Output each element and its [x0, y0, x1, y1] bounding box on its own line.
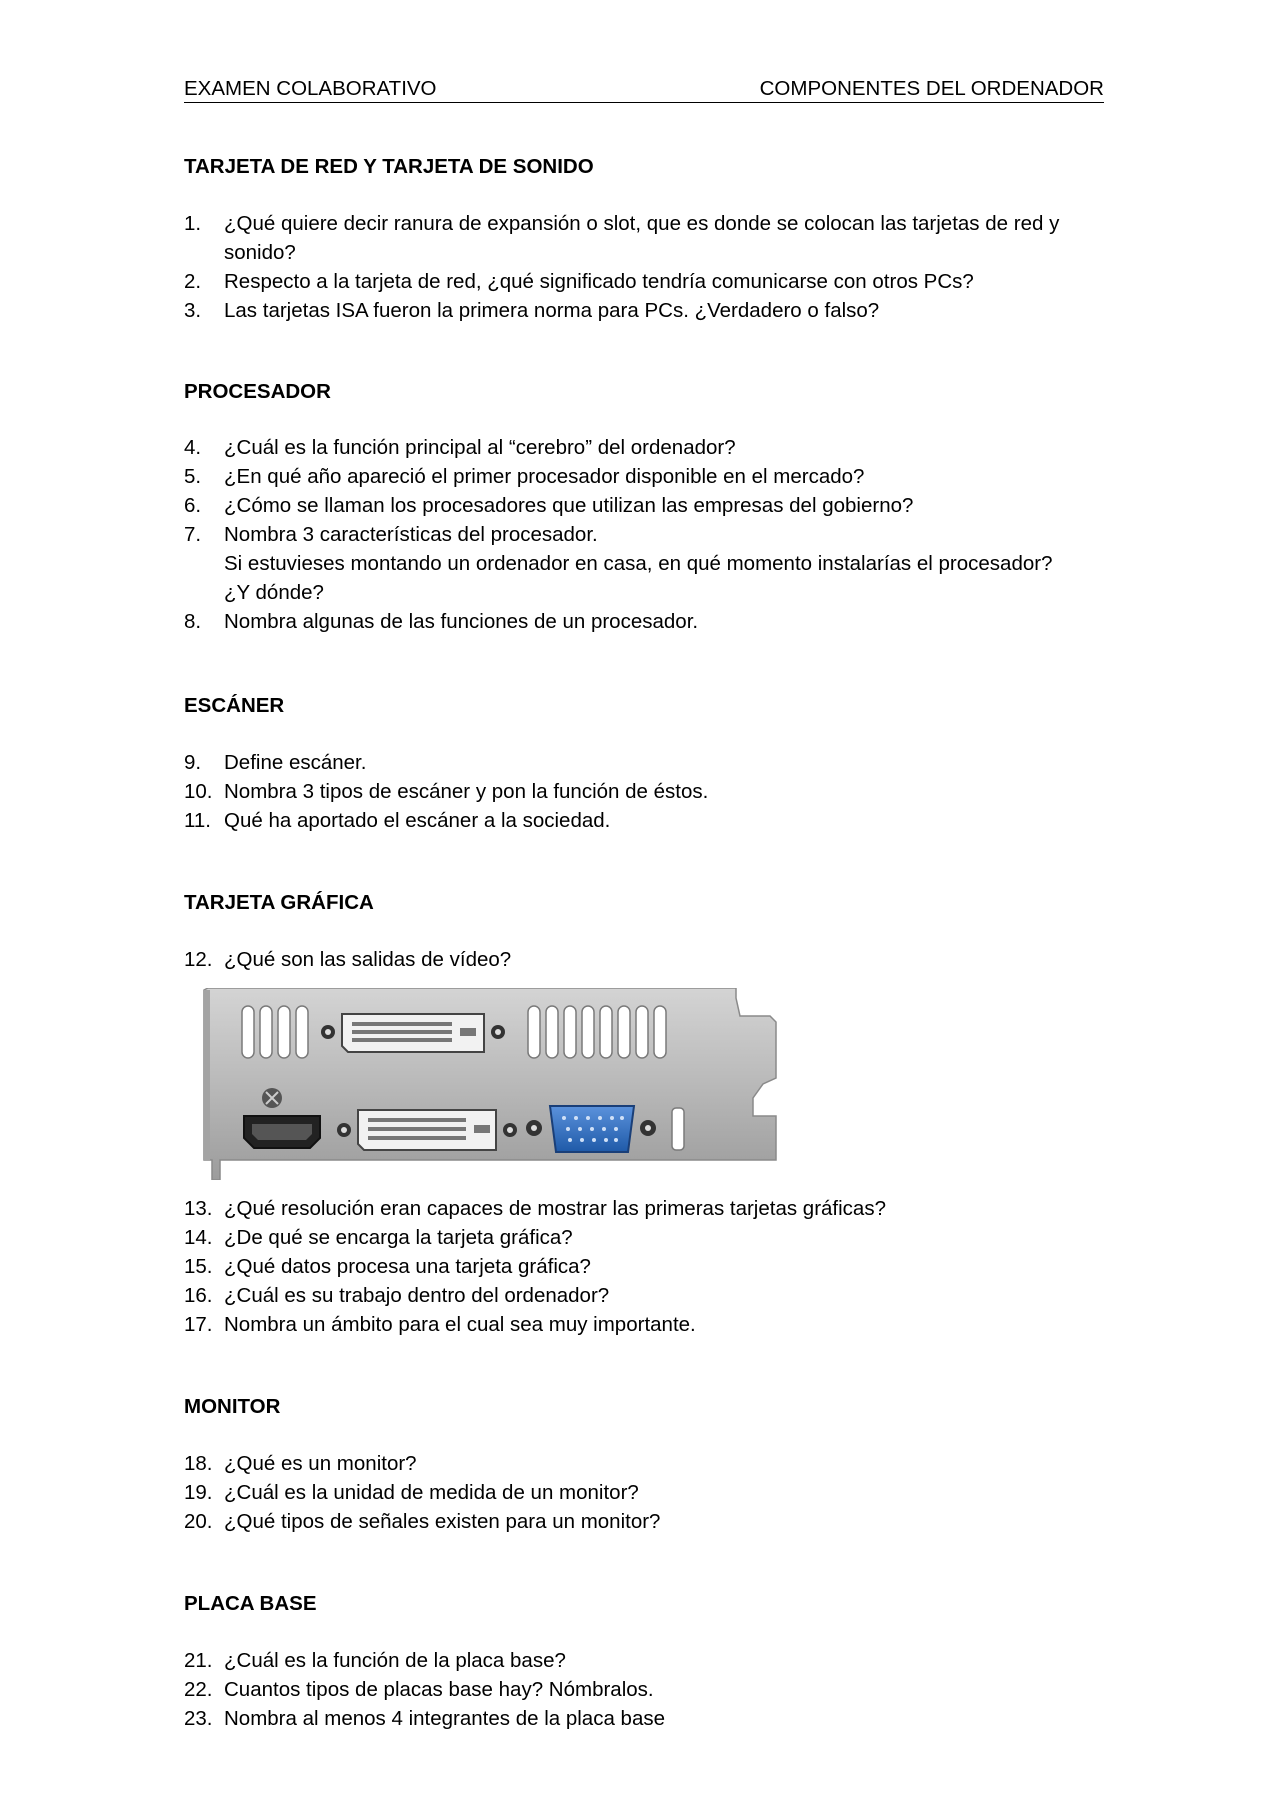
question-list-tarjeta-grafica — [184, 945, 1104, 974]
question-item — [184, 1310, 1104, 1339]
question-text: Nombra 3 características del procesador. — [224, 523, 598, 546]
graphics-card-bracket-icon — [198, 988, 780, 1180]
question-number: 6. — [184, 494, 202, 517]
question-item — [184, 520, 1104, 549]
question-text: ¿Cuál es la función de la placa base? — [224, 1649, 566, 1672]
section-title-procesador: PROCESADOR — [184, 380, 331, 403]
question-text: ¿Cuál es la función principal al “cerebro” del ordenador? — [224, 436, 736, 459]
question-item — [184, 777, 1104, 806]
question-item — [184, 462, 1104, 491]
question-text: Cuantos tipos de placas base hay? Nómbralos. — [224, 1678, 654, 1701]
question-number: 2. — [184, 270, 202, 293]
question-list-monitor — [184, 1449, 1104, 1536]
question-item — [184, 1281, 1104, 1310]
question-number: 12. — [184, 948, 213, 971]
question-item — [184, 1449, 1104, 1478]
question-item — [184, 1646, 1104, 1675]
header-left: EXAMEN COLABORATIVO — [184, 77, 437, 100]
question-number: 19. — [184, 1481, 213, 1504]
question-text: ¿Cómo se llaman los procesadores que utilizan las empresas del gobierno? — [224, 494, 914, 517]
question-number: 1. — [184, 212, 202, 235]
question-text: Nombra 3 tipos de escáner y pon la función de éstos. — [224, 780, 709, 803]
header-right: COMPONENTES DEL ORDENADOR — [759, 77, 1104, 100]
question-text: ¿Qué tipos de señales existen para un monitor? — [224, 1510, 661, 1533]
question-number: 15. — [184, 1255, 213, 1278]
question-list-procesador — [184, 433, 1104, 636]
question-item — [184, 296, 1104, 325]
question-number: 4. — [184, 436, 202, 459]
question-item — [184, 806, 1104, 835]
question-number: 22. — [184, 1678, 213, 1701]
question-number: 14. — [184, 1226, 213, 1249]
question-text: Las tarjetas ISA fueron la primera norma para PCs. ¿Verdadero o falso? — [224, 299, 880, 322]
question-number: 10. — [184, 780, 213, 803]
question-number: 16. — [184, 1284, 213, 1307]
question-number: 7. — [184, 523, 202, 546]
question-list-escaner — [184, 748, 1104, 835]
question-item — [184, 748, 1104, 777]
question-list-tarjeta-grafica-2 — [184, 1194, 1104, 1339]
question-text: ¿Cuál es su trabajo dentro del ordenador? — [224, 1284, 610, 1307]
question-number: 20. — [184, 1510, 213, 1533]
question-text: ¿Qué es un monitor? — [224, 1452, 417, 1475]
question-text: ¿Qué son las salidas de vídeo? — [224, 948, 512, 971]
page-header — [184, 76, 1104, 103]
section-title-monitor: MONITOR — [184, 1395, 281, 1418]
question-item — [184, 1223, 1104, 1252]
question-number: 17. — [184, 1313, 213, 1336]
question-item — [184, 1252, 1104, 1281]
section-title-red-sonido: TARJETA DE RED Y TARJETA DE SONIDO — [184, 155, 594, 178]
question-item — [184, 1704, 1104, 1733]
question-item — [184, 1507, 1104, 1536]
question-number: 23. — [184, 1707, 213, 1730]
question-item — [184, 267, 1104, 296]
question-text: ¿Qué resolución eran capaces de mostrar las primeras tarjetas gráficas? — [224, 1197, 886, 1220]
question-text: Nombra algunas de las funciones de un procesador. — [224, 610, 699, 633]
question-item — [184, 1194, 1104, 1223]
question-text: ¿Qué datos procesa una tarjeta gráfica? — [224, 1255, 591, 1278]
question-text: ¿En qué año apareció el primer procesador disponible en el mercado? — [224, 465, 865, 488]
question-text: Respecto a la tarjeta de red, ¿qué significado tendría comunicarse con otros PCs? — [224, 270, 974, 293]
question-number: 9. — [184, 751, 202, 774]
question-text: ¿De qué se encarga la tarjeta gráfica? — [224, 1226, 573, 1249]
question-text: Define escáner. — [224, 751, 367, 774]
question-number: 21. — [184, 1649, 213, 1672]
question-item — [184, 1478, 1104, 1507]
question-number: 8. — [184, 610, 202, 633]
question-number: 11. — [184, 809, 211, 832]
question-number: 18. — [184, 1452, 213, 1475]
question-list-red-sonido — [184, 209, 1104, 325]
question-text: Nombra un ámbito para el cual sea muy importante. — [224, 1313, 696, 1336]
question-continuation: ¿Y dónde? — [224, 581, 324, 604]
question-continuation: sonido? — [224, 241, 296, 264]
question-list-placa-base — [184, 1646, 1104, 1733]
question-item — [184, 607, 1104, 636]
question-number: 13. — [184, 1197, 213, 1220]
question-item — [184, 491, 1104, 520]
question-text: ¿Cuál es la unidad de medida de un monitor? — [224, 1481, 639, 1504]
question-item — [184, 1675, 1104, 1704]
question-text: Nombra al menos 4 integrantes de la placa base — [224, 1707, 666, 1730]
question-item — [184, 945, 1104, 974]
question-item — [184, 209, 1104, 238]
section-title-tarjeta-grafica: TARJETA GRÁFICA — [184, 891, 374, 914]
section-title-escaner: ESCÁNER — [184, 694, 285, 717]
section-title-placa-base: PLACA BASE — [184, 1592, 317, 1615]
question-text: Qué ha aportado el escáner a la sociedad. — [224, 809, 611, 832]
question-text: ¿Qué quiere decir ranura de expansión o slot, que es donde se colocan las tarjetas de red y — [224, 212, 1060, 235]
question-number: 5. — [184, 465, 202, 488]
question-item — [184, 433, 1104, 462]
question-number: 3. — [184, 299, 202, 322]
question-continuation: Si estuvieses montando un ordenador en casa, en qué momento instalarías el procesador? — [224, 552, 1053, 575]
